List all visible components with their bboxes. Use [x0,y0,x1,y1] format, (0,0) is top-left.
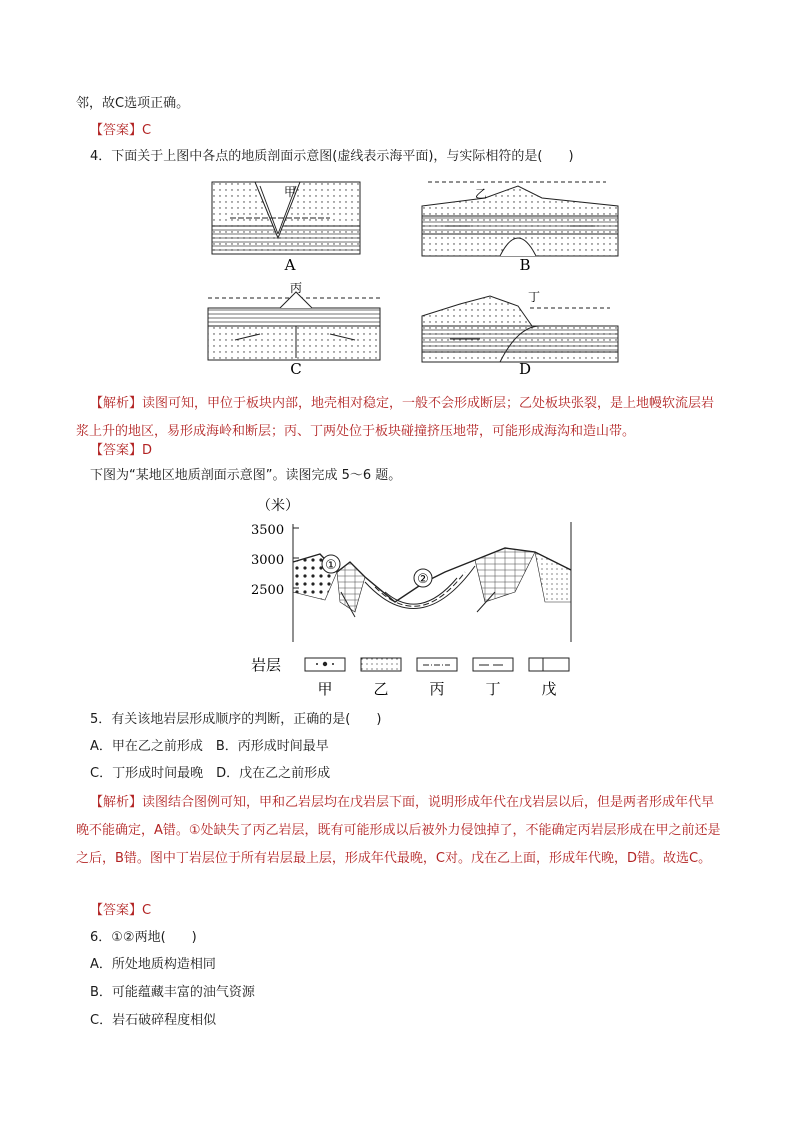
label-ding: 丁 [528,290,541,304]
label-yi: 乙 [475,187,488,201]
legend-bing: 丙 [429,680,445,698]
section-d [422,296,618,362]
tick-3500: 3500 [251,523,285,538]
explanation-5: 【解析】读图结合图例可知，甲和乙岩层均在戊岩层下面，说明形成年代在戊岩层以后，但是两者形成年代早晚不能确定，A错。①处缺失了丙乙岩层，既有可能形成以后被外力侵蚀掉了，不能确定丙岩层形成在甲之前还是之后，B错。图中丁岩层位于所有岩层最上层，形成年代最晚，C对。戊在乙上面，形成年代晚，D错。故选C。 [76,795,721,866]
legend-jia: 甲 [317,680,333,698]
label-c: C [290,360,302,376]
label-jia: 甲 [284,185,297,199]
legend-ding: 丁 [485,680,501,698]
unit-label: （米） [257,498,299,514]
option-6-b: B．可能蕴藏丰富的油气资源 [90,985,255,1000]
answer-line: 【答案】C [90,903,152,918]
legend-swatches [305,658,569,671]
site-2-marker: ② [417,572,429,587]
option-6-a: A．所处地质构造相同 [90,957,216,972]
options-5-cd: C．丁形成时间最晚 D．戊在乙之前形成 [90,766,331,781]
label-bing: 丙 [289,281,303,295]
label-b: B [519,256,531,274]
section-b [422,182,618,256]
legend-title: 岩层 [251,656,282,674]
intro-line: 下图为“某地区地质剖面示意图”。读图完成 5～6 题。 [90,468,402,483]
label-d: D [518,360,532,376]
legend-wu: 戊 [541,680,557,698]
section-c [208,292,380,360]
legend-yi: 乙 [373,680,389,698]
options-5-ab: A．甲在乙之前形成 B．丙形成时间最早 [90,739,329,754]
option-6-c: C．岩石破碎程度相似 [90,1013,217,1028]
question-5: 5．有关该地岩层形成顺序的判断，正确的是( ) [90,712,382,727]
question-4: 4．下面关于上图中各点的地质剖面示意图(虚线表示海平面)，与实际相符的是( ) [90,149,574,164]
label-a: A [284,256,296,274]
tick-2500: 2500 [251,583,285,598]
tick-3000: 3000 [251,553,285,568]
figure-cross-sections [200,176,620,376]
answer-line: 【答案】C [90,123,152,138]
site-1-marker: ① [325,558,337,573]
figure-geologic-profile [245,492,585,702]
explanation-4: 【解析】读图可知，甲位于板块内部，地壳相对稳定，一般不会形成断层；乙处板块张裂，是上地幔软流层岩浆上升的地区，易形成海岭和断层；丙、丁两处位于板块碰撞挤压地带，可能形成海沟和造山带。 [76,396,715,439]
question-6: 6．①②两地( ) [90,930,197,945]
answer-line: 【答案】D [90,443,153,458]
text-line: 邻，故C选项正确。 [76,96,190,111]
